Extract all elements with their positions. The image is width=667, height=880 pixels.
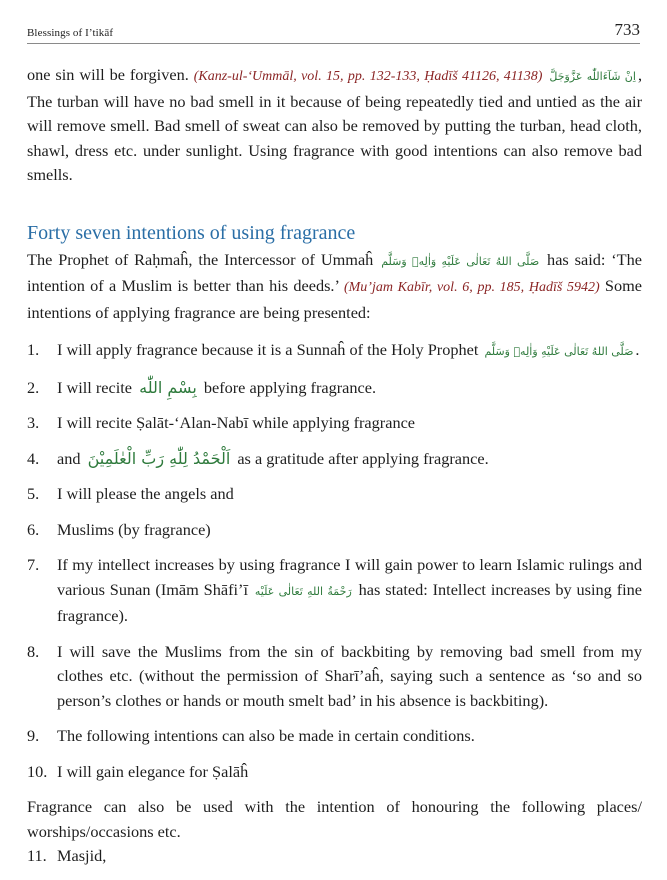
item-number: 5.	[27, 484, 40, 503]
list-item	[27, 844, 642, 869]
running-title: Blessings of I’tikāf	[27, 27, 114, 39]
list-item	[27, 518, 642, 543]
page-header	[27, 16, 640, 44]
intentions-list	[27, 338, 642, 784]
item-text: I will save the Muslims from the sin of backbiting by removing bad smell from my clothes etc. (without the permission of Sharī’aĥ, saying such a sentence as ‘so and so person’s clothes or hands or mouth smelt bad’ in his absence is backbiting).	[57, 641, 642, 710]
arabic-hamd: اَلْحَمْدُ لِلّٰهِ رَبِّ الْعٰلَمِيْنَ	[87, 448, 231, 468]
intentions-list-continued	[27, 844, 642, 869]
list-item	[27, 482, 642, 507]
arabic-phrase: اِنْ شَآءَاللّٰه عَزَّوَجَلَّ	[549, 70, 636, 83]
item-number: 4.	[27, 448, 40, 468]
item-text: Muslims (by fragrance)	[57, 519, 211, 539]
arabic-salutation: صَلَّى اللهُ تَعَالٰى عَلَيْهِ وَاٰلِهٖ وَسَلَّم	[381, 254, 540, 268]
citation: (Mu’jam Kabīr, vol. 6, pp. 185, Ḥadīš 5942)	[343, 280, 600, 295]
item-text-part: has stated: Intellect increases by using fine fragrance).	[57, 579, 643, 625]
item-text-part: as a gratitude after applying fragrance.	[233, 448, 489, 468]
list-item	[27, 411, 642, 436]
item-text: The following intentions can also be made in certain conditions.	[57, 726, 475, 745]
item-text	[57, 376, 642, 401]
list-item	[27, 338, 642, 365]
item-number: 8.	[27, 641, 40, 661]
item-text-part: and	[57, 448, 85, 468]
paragraph-text: has said: ‘The intention of a Muslim is better than his deeds.’	[27, 249, 642, 295]
item-text: I will recite Ṣalāt-‘Alan-Nabī while applying fragrance	[57, 413, 416, 432]
item-number: 3.	[27, 413, 40, 432]
item-text-part: I will apply fragrance because it is a Sunnaĥ of the Holy Prophet	[57, 340, 483, 359]
list-item	[27, 760, 642, 785]
page-body	[27, 63, 642, 880]
item-text	[57, 447, 642, 472]
item-number: 6.	[27, 519, 40, 539]
intro-paragraph	[27, 63, 642, 188]
item-number: 11.	[27, 846, 47, 865]
item-text: Masjid,	[57, 846, 107, 865]
paragraph-text: Some intentions of applying fragrance are being presented:	[27, 276, 642, 322]
list-item	[27, 376, 642, 401]
list-item	[27, 640, 642, 714]
page-number: 733	[614, 20, 640, 39]
item-text-part: I will recite	[57, 377, 137, 397]
item-number: 9.	[27, 726, 40, 745]
item-number: 10.	[27, 761, 48, 781]
section-paragraph	[27, 248, 642, 326]
item-text-part: .	[635, 340, 640, 359]
arabic-bismillah: بِسْمِ اللّٰه	[139, 377, 197, 397]
citation: (Kanz-ul-‘Ummāl, vol. 15, pp. 132-133, Ḥadīš 41126, 41138)	[193, 69, 543, 84]
item-text: I will please the angels and	[57, 484, 234, 503]
item-text	[57, 338, 642, 365]
section-heading: Forty seven intentions of using fragrance	[27, 221, 356, 244]
intro-text: , The turban will have no bad smell in it because of being repeatedly tied and untied as the air will remove smell. Bad smell of sweat can also be removed by putting the turban, head cloth, shawl, dress etc. under sunlight. Using fragrance with good intentions can also remove bad smells.	[27, 65, 643, 184]
list-note: Fragrance can also be used with the intention of honouring the following places/ worships/occasions etc.	[27, 797, 642, 841]
paragraph-text: The Prophet of Raḥmaĥ, the Intercessor of Ummaĥ	[27, 249, 380, 269]
item-text-part: before applying fragrance.	[199, 377, 377, 397]
item-text: I will gain elegance for Ṣalāĥ	[57, 761, 249, 781]
item-number: 7.	[27, 555, 40, 574]
intro-text: one sin will be forgiven.	[27, 65, 194, 84]
arabic-blessing: رَحْمَةُ اللهِ تَعَالٰى عَلَيْه	[254, 584, 352, 598]
list-item	[27, 724, 642, 749]
item-number: 1.	[27, 340, 40, 359]
list-item	[27, 447, 642, 472]
item-number: 2.	[27, 377, 40, 397]
item-text	[57, 553, 642, 629]
item-text-part: If my intellect increases by using fragrance I will gain power to learn Islamic rulings and various Sunan (Imām Shāfi’ī	[57, 555, 642, 599]
arabic-salutation: صَلَّى اللهُ تَعَالٰى عَلَيْهِ وَاٰلِهٖ وَسَلَّم	[484, 345, 634, 358]
list-item	[27, 553, 642, 629]
